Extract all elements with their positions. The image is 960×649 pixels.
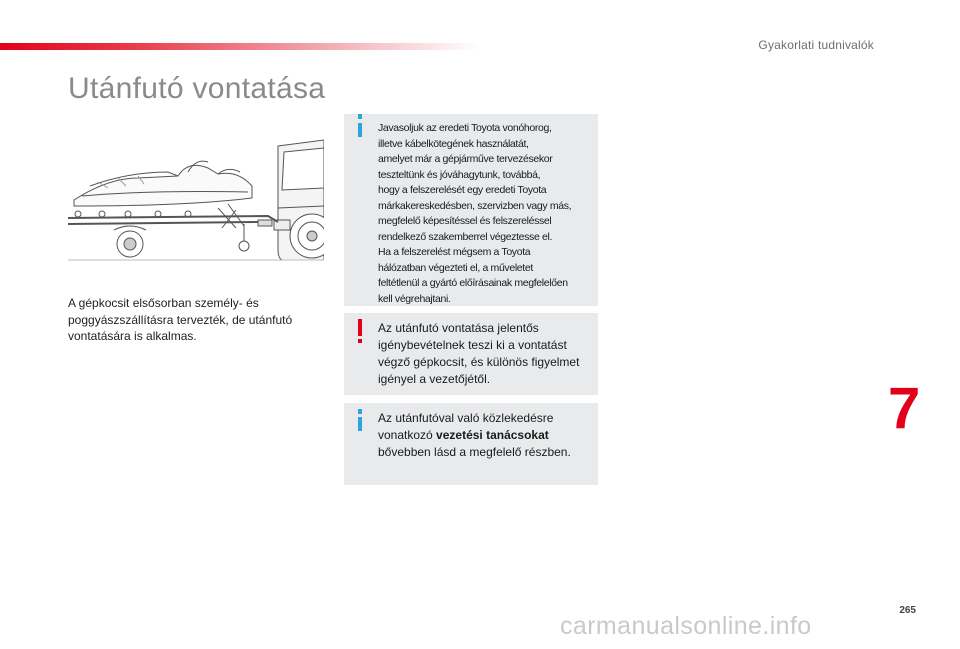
info-note-box	[344, 114, 598, 306]
section-title: Gyakorlati tudnivalók	[758, 38, 874, 52]
info-note-text-2: Az utánfutóval való közlekedésre vonatkozó vezetési tanácsokat bővebben lásd a megfelelő részben.	[378, 411, 571, 459]
page-title: Utánfutó vontatása	[68, 72, 326, 105]
bold-phrase: vezetési tanácsokat	[436, 428, 549, 442]
info-note-text: Javasoljuk az eredeti Toyota vonóhorog, illetve kábelkötegének használatát, amelyet már a gépjárműve tervezésekor teszteltünk és jóváhagytunk, továbbá, hogy a felszerelését egy eredeti Toyota márkakereskedésben, szervizben vagy más, megfelelő képesítéssel és felszereléssel rendelkező szakemberrel végeztesse el. Ha a felszerelést mégsem a Toyota hálózatban végezteti el, a műveletet feltétlenül a gyártó előírásainak megfelelően kell végrehajtani.	[378, 122, 572, 305]
warning-note-text: Az utánfutó vontatása jelentős igénybevételnek teszi ki a vontatást végző gépkocsit, és különös figyelmet igényel a vezetőjétől.	[378, 321, 580, 386]
info-note-box-2	[344, 403, 598, 485]
info-icon	[358, 114, 362, 119]
warning-note-box	[344, 313, 598, 395]
info-icon-bar	[358, 417, 362, 431]
watermark: carmanualsonline.info	[560, 612, 812, 640]
warning-icon-dot	[358, 339, 362, 343]
header-accent-bar	[0, 43, 480, 50]
info-icon	[358, 409, 362, 414]
info-icon-bar	[358, 123, 362, 137]
jet-ski-trailer-illustration	[68, 138, 324, 268]
chapter-number: 7	[888, 376, 921, 441]
warning-icon	[358, 319, 362, 336]
intro-paragraph: A gépkocsit elsősorban személy- és poggyászszállításra tervezték, de utánfutó vontatására is alkalmas.	[68, 296, 293, 343]
page-number: 265	[899, 605, 916, 616]
